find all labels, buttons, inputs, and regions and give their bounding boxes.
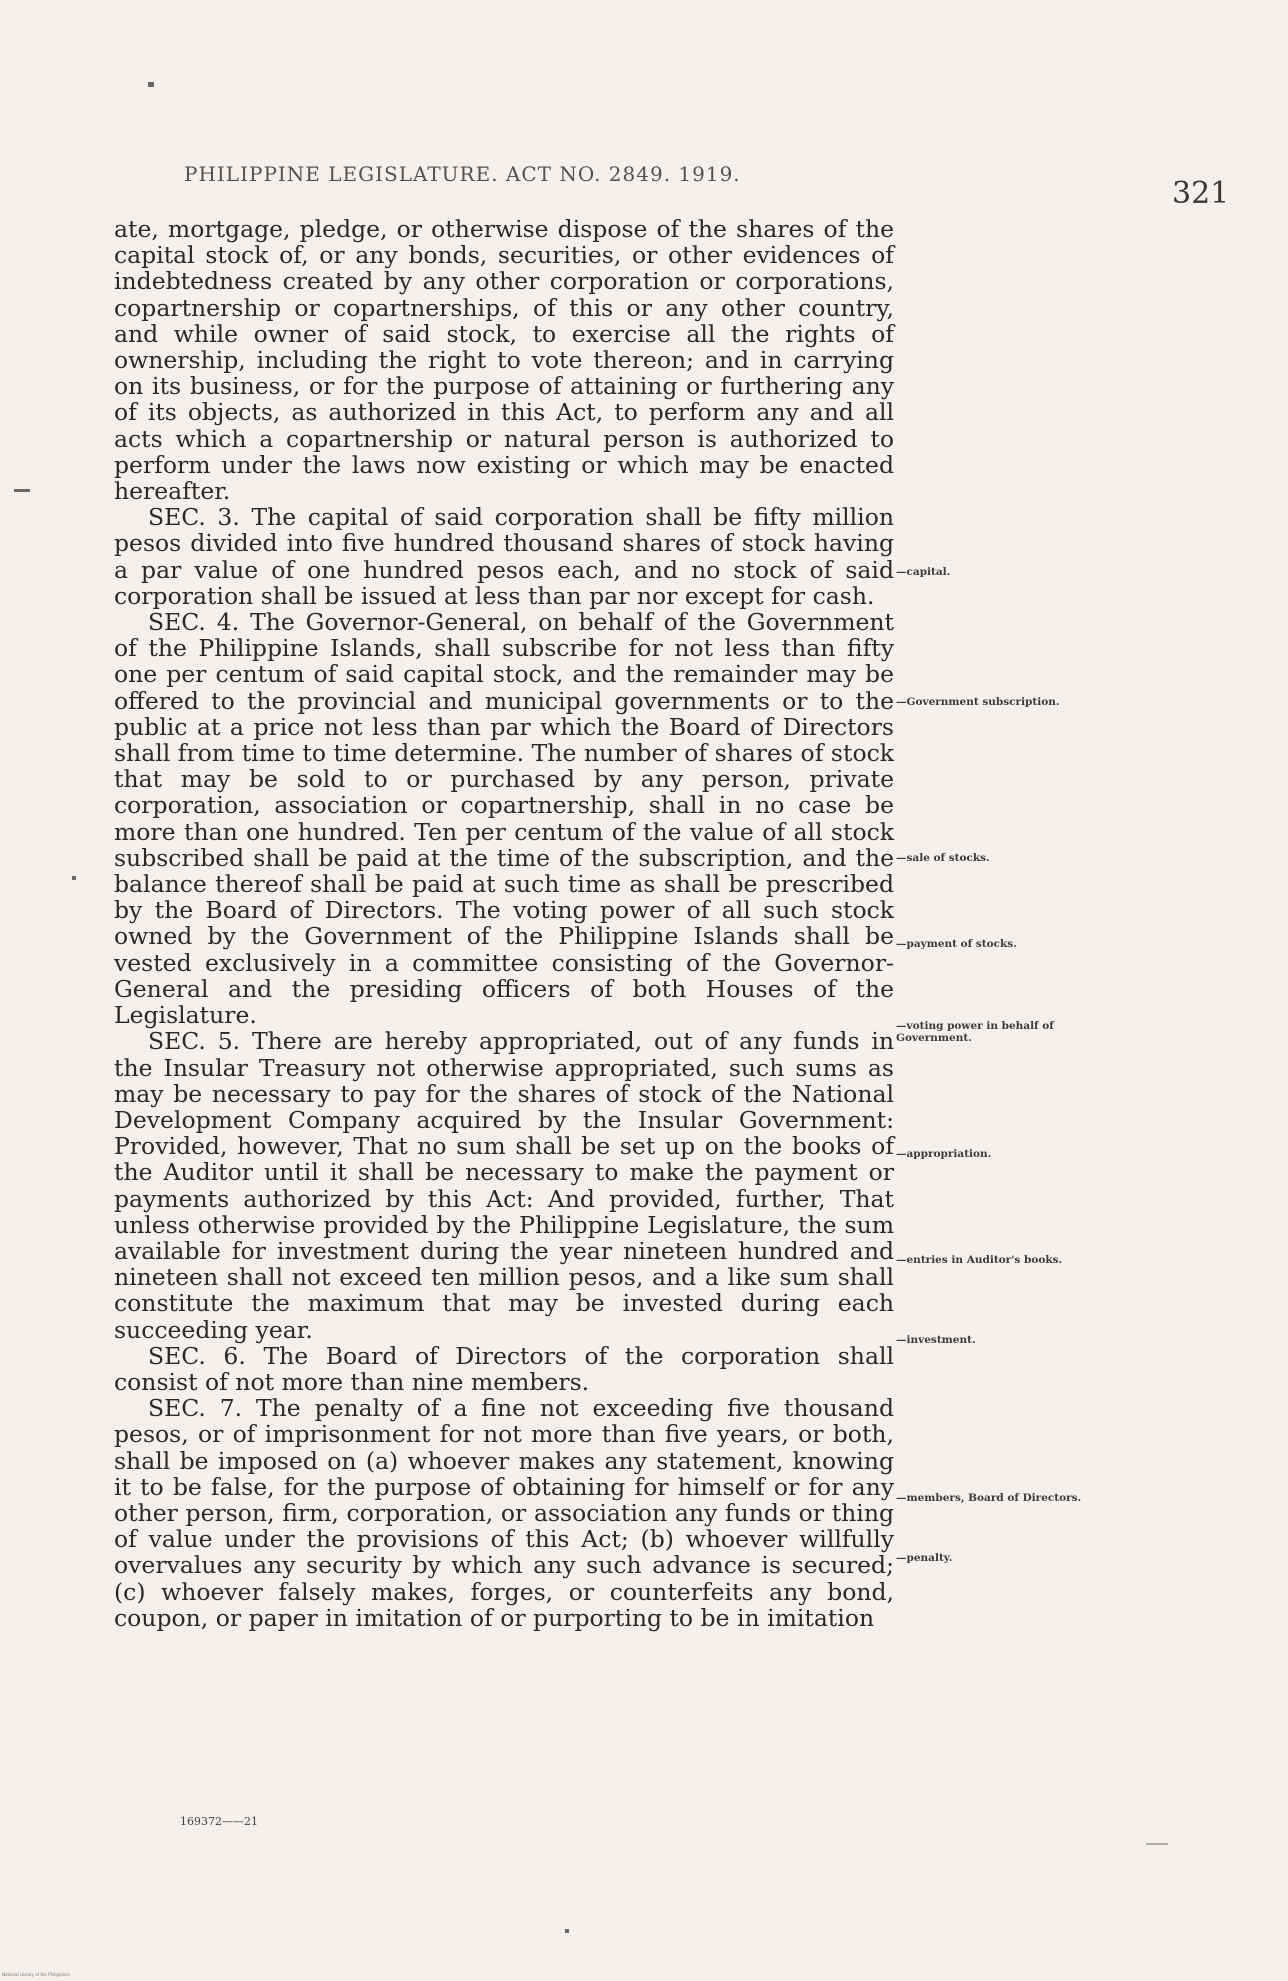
section-text: The penalty of a fine not exceeding five thousand pesos, or of imprisonment for not more than five years, or both, shall be imposed on (a) whoever makes any statement, knowing it to be false, for the purpose of obtaining for himself or for any other person, firm, corporation, or association any funds or thing of value under the provisions of this Act; (b) whoever willfully overvalues any security by which any such advance is secured; (c) whoever falsely makes, forges, or counterfeits any bond, coupon, or paper in imitation of or purporting to be in imitation	[114, 1394, 894, 1632]
signature-mark: 169372——21	[180, 1815, 258, 1828]
scan-speck	[148, 82, 154, 87]
margin-note-penalty: —penalty.	[896, 1552, 953, 1564]
section-text: The Governor-General, on behalf of the Government of the Philippine Islands, shall subscribe for not less than fifty one per centum of said capital stock, and the remainder may be offered to the provincial and municipal governments or to the public at a price not less than par which the Board of Directors shall from time to time determine. The number of shares of stock that may be sold to or purchased by any person, private corporation, association or copartnership, shall in no case be more than one hundred. Ten per centum of the value of all stock subscribed shall be paid at the time of the subscription, and the balance thereof shall be paid at such time as shall be prescribed by the Board of Directors. The voting power of all such stock owned by the Government of the Philippine Islands shall be vested exclusively in a committee consisting of the Governor-General and the presiding officers of both Houses of the Legislature.	[114, 608, 894, 1030]
scan-stamp: National Library of the Philippines	[2, 1972, 70, 1977]
scan-speck	[565, 1929, 569, 1933]
section-5	[114, 1028, 894, 1342]
section-7	[114, 1395, 894, 1631]
scan-speck	[1146, 1843, 1168, 1845]
margin-note-auditors-books: —entries in Auditor's books.	[896, 1254, 1063, 1266]
section-number: SEC. 6.	[148, 1341, 246, 1370]
margin-note-government-subscription: —Government subscription.	[896, 696, 1060, 708]
scan-speck	[14, 489, 30, 492]
section-text: There are hereby appropriated, out of any funds in the Insular Treasury not otherwise appropriated, such sums as may be necessary to pay for the shares of stock of the National Development Company acquired by the Insular Government: Provided, however, That no sum shall be set up on the books of the Auditor until it shall be necessary to make the payment or payments authorized by this Act: And provided, further, That unless otherwise provided by the Philippine Legislature, the sum available for investment during the year nineteen hundred and nineteen shall not exceed ten million pesos, and a like sum shall constitute the maximum that may be invested during each succeeding year.	[114, 1027, 894, 1344]
section-4	[114, 609, 894, 1028]
body-text	[114, 216, 894, 1631]
page-number: 321	[1172, 176, 1230, 211]
paragraph-text: ate, mortgage, pledge, or otherwise dispose of the shares of the capital stock of, or any bonds, securities, or other evidences of indebtedness created by any other corporation or corporations, copartnership or copartnerships, of this or any other country, and while owner of said stock, to exercise all the rights of ownership, including the right to vote thereon; and in carrying on its business, or for the purpose of attaining or furthering any of its objects, as authorized in this Act, to perform any and all acts which a copartnership or natural person is authorized to perform under the laws now existing or which may be enacted hereafter.	[114, 215, 894, 506]
margin-note-voting-power: —voting power in behalf of Government.	[896, 1020, 1054, 1044]
scan-speck	[72, 876, 76, 880]
margin-note-investment: —investment.	[896, 1334, 976, 1346]
section-text: The capital of said corporation shall be fifty million pesos divided into five hundred thousand shares of stock having a par value of one hundred pesos each, and no stock of said corporation shall be issued at less than par nor except for cash.	[114, 503, 894, 610]
running-title: PHILIPPINE LEGISLATURE. ACT NO. 2849. 1919.	[184, 162, 741, 186]
margin-note-payment-of-stocks: —payment of stocks.	[896, 938, 1017, 950]
section-number: SEC. 3.	[148, 503, 240, 532]
margin-note-appropriation: —appropriation.	[896, 1148, 992, 1160]
section-number: SEC. 7.	[148, 1394, 243, 1423]
section-3	[114, 504, 894, 609]
margin-note-sale-of-stocks: —sale of stocks.	[896, 852, 990, 864]
margin-note-board-of-directors: —members, Board of Directors.	[896, 1492, 1082, 1504]
section-number: SEC. 4.	[148, 608, 240, 637]
margin-note-capital: —capital.	[896, 566, 951, 578]
paragraph-continuation	[114, 216, 894, 504]
section-6	[114, 1343, 894, 1395]
section-text: The Board of Directors of the corporation shall consist of not more than nine members.	[114, 1341, 894, 1396]
section-number: SEC. 5.	[148, 1027, 241, 1056]
